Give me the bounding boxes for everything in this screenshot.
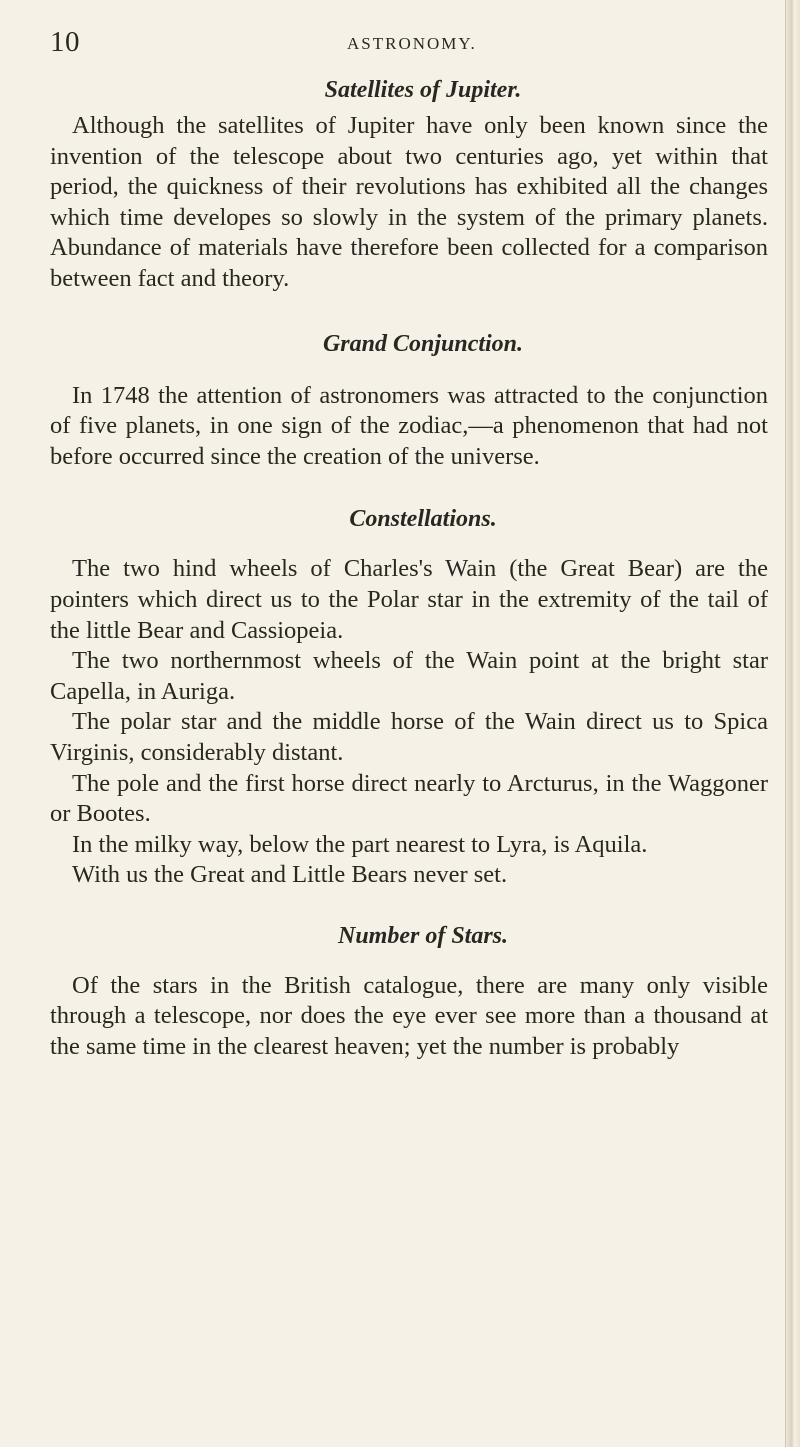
paragraph: Although the satellites of Jupiter have only been known since the invention of the telescope about two centuries ago, yet within that period, the quickness of their revolutions has exhibited all the changes which time developes so slowly in the system of the primary planets. Abundance of materials have therefore been collected for a comparison between fact and theory. [50, 112, 768, 292]
paragraph: The pole and the first horse direct nearly to Arcturus, in the Waggoner or Bootes. [50, 769, 768, 828]
paragraph: With us the Great and Little Bears never set. [72, 861, 508, 889]
page-body [50, 75, 768, 1063]
paragraph: The two northernmost wheels of the Wain point at the bright star Capella, in Auriga. [50, 647, 768, 705]
paragraph: The two hind wheels of Charles's Wain (the Great Bear) are the pointers which direct us to the Polar star in the extremity of the tail of the little Bear and Cassiopeia. [50, 555, 768, 644]
section-heading: Number of Stars. [337, 922, 509, 949]
paragraph: In 1748 the attention of astronomers was attracted to the conjunction of five planets, in one sign of the zodiac,—a phenomenon that had not before occurred since the creation of the universe. [50, 381, 768, 470]
page-header [50, 26, 770, 66]
section-grand-conjunction [50, 329, 768, 473]
running-title: ASTRONOMY. [347, 34, 477, 53]
page-edge [785, 0, 800, 1447]
section-constellations [50, 504, 768, 891]
section-heading: Grand Conjunction. [322, 330, 524, 357]
paragraph: Of the stars in the British catalogue, there are many only visible through a telescope, nor does the eye ever see more than a thousand at the same time in the clearest heaven; yet the number is probably [50, 971, 768, 1061]
page-number: 10 [50, 26, 80, 58]
section-satellites-of-jupiter [50, 75, 768, 295]
paragraph: The polar star and the middle horse of the Wain direct us to Spica Virginis, considerably distant. [50, 708, 768, 766]
paragraph: In the milky way, below the part nearest to Lyra, is Aquila. [72, 830, 648, 858]
section-heading: Constellations. [349, 506, 497, 533]
section-number-of-stars [50, 921, 768, 1063]
section-heading: Satellites of Jupiter. [324, 77, 522, 103]
